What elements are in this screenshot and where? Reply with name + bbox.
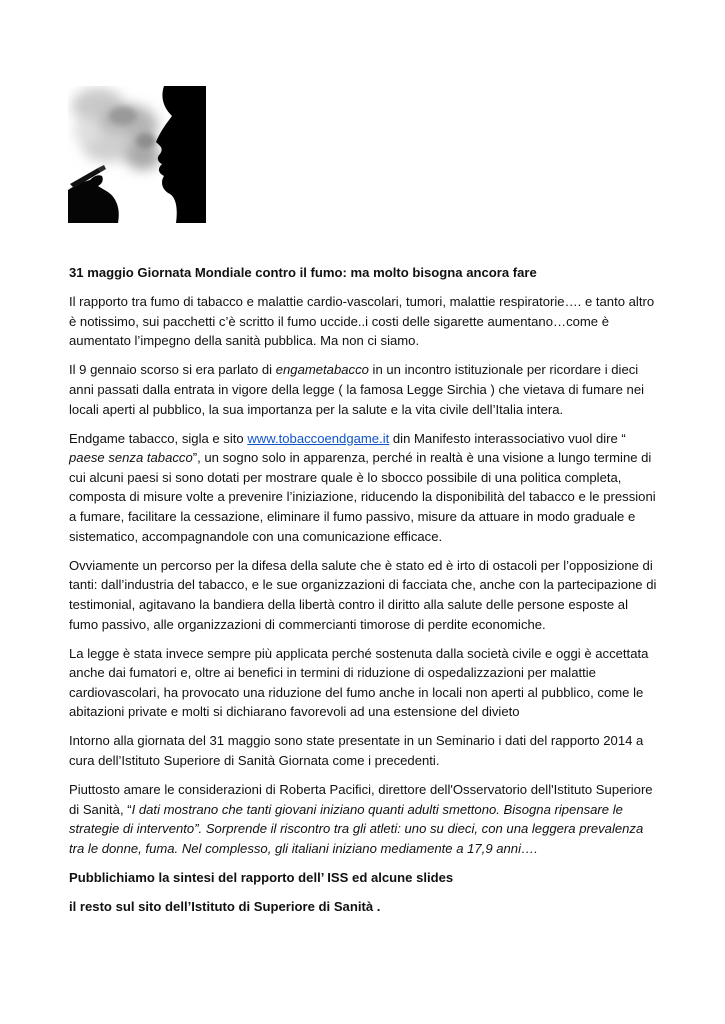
paragraph-9: il resto sul sito dell’Istituto di Superiore di Sanità .	[69, 899, 381, 915]
paragraph-3-text-b: din Manifesto interassociativo vuol dire “	[389, 430, 626, 446]
paragraph-3-text-a: Endgame tabacco, sigla e sito	[69, 430, 248, 446]
paragraph-2-text-b: in un incontro istituzionale per ricordare i dieci anni passati dalla entrata in vigore della legge ( la famosa Legge Sirchia ) che vietava di fumare nei locali aperti al pubblico, la sua importanza per la salute e la vita civile dell’Italia intera.	[69, 362, 645, 417]
article-title: 31 maggio Giornata Mondiale contro il fumo: ma molto bisogna ancora fare	[69, 265, 537, 280]
paragraph-5: La legge è stata invece sempre più applicata perché sostenuta dalla società civile e oggi è accettata anche dai fumatori e, oltre ai benefici in termini di riduzione di ospedalizzazioni per malattie cardiovascolari, ha provocato una riduzione del fumo anche in locali non aperti al pubblico, come le abitazioni private e molti si dichiarano favorevoli ad una estensione del divieto	[69, 645, 649, 720]
paragraph-6: Intorno alla giornata del 31 maggio sono state presentate in un Seminario i dati del rapporto 2014 a cura dell’Istituto Superiore di Sanità Giornata come i precedenti.	[69, 733, 644, 769]
paragraph-4: Ovviamente un percorso per la difesa della salute che è stato ed è irto di ostacoli per l’opposizione di tanti: dall’industria del tabacco, e le sue organizzazioni di facciata che, anche con la partecipazione di testimonial, agitavano la bandiera della libertà contro il diritto alla salute delle persone esposte al fumo passivo, alle organizzazioni di commercianti timorose di perdite economiche.	[69, 557, 657, 632]
paragraph-3-text-c: ”, un sogno solo in apparenza, perché in realtà è una visione a lungo termine di cui alcuni paesi si sono dotati per mostrare quale è lo sbocco possibile di una politica completa, composta di misure volte a prevenire l’iniziazione, riducendo la disponibilità del tabacco e le pressioni a fumare, facilitare la cessazione, eliminare il fumo passivo, misure da attuare in modo graduale e sistematico, accompagnandole con una comunicazione efficace.	[69, 450, 656, 544]
paragraph-2	[69, 360, 659, 419]
paragraph-8: Pubblichiamo la sintesi del rapporto dell’ ISS ed alcune slides	[69, 870, 454, 886]
paragraph-7-text-a: Piuttosto amare le considerazioni di Roberta Pacifici, direttore dell'Osservatorio dell'Istituto Superiore di Sanità, “	[69, 782, 653, 817]
paragraph-2-text-a: Il 9 gennaio scorso si era parlato di	[69, 362, 276, 378]
smoker-silhouette-photo	[68, 86, 206, 223]
paragraph-3-emphasis: paese senza tabacco	[69, 450, 193, 466]
article-body	[69, 263, 659, 926]
paragraph-7-quote: I dati mostrano che tanti giovani iniziano quanti adulti smettono. Bisogna ripensare le strategie di intervento”. Sorprende il riscontro tra gli atleti: uno su dieci, con una leggera prevalenza tra le donne, fuma. Nel complesso, gli italiani iniziano mediamente a 17,9 anni….	[69, 801, 644, 856]
paragraph-7	[69, 780, 659, 858]
tobaccoendgame-link[interactable]: www.tobaccoendgame.it	[247, 430, 390, 446]
paragraph-3	[69, 429, 659, 547]
paragraph-1: Il rapporto tra fumo di tabacco e malattie cardio-vascolari, tumori, malattie respiratorie…. e tanto altro è notissimo, sui pacchetti c’è scritto il fumo uccide..i costi delle sigarette aumentano…come è aumentato l’impegno della sanità pubblica. Ma non ci siamo.	[69, 294, 655, 349]
paragraph-2-emphasis: engametabacco	[275, 362, 369, 378]
